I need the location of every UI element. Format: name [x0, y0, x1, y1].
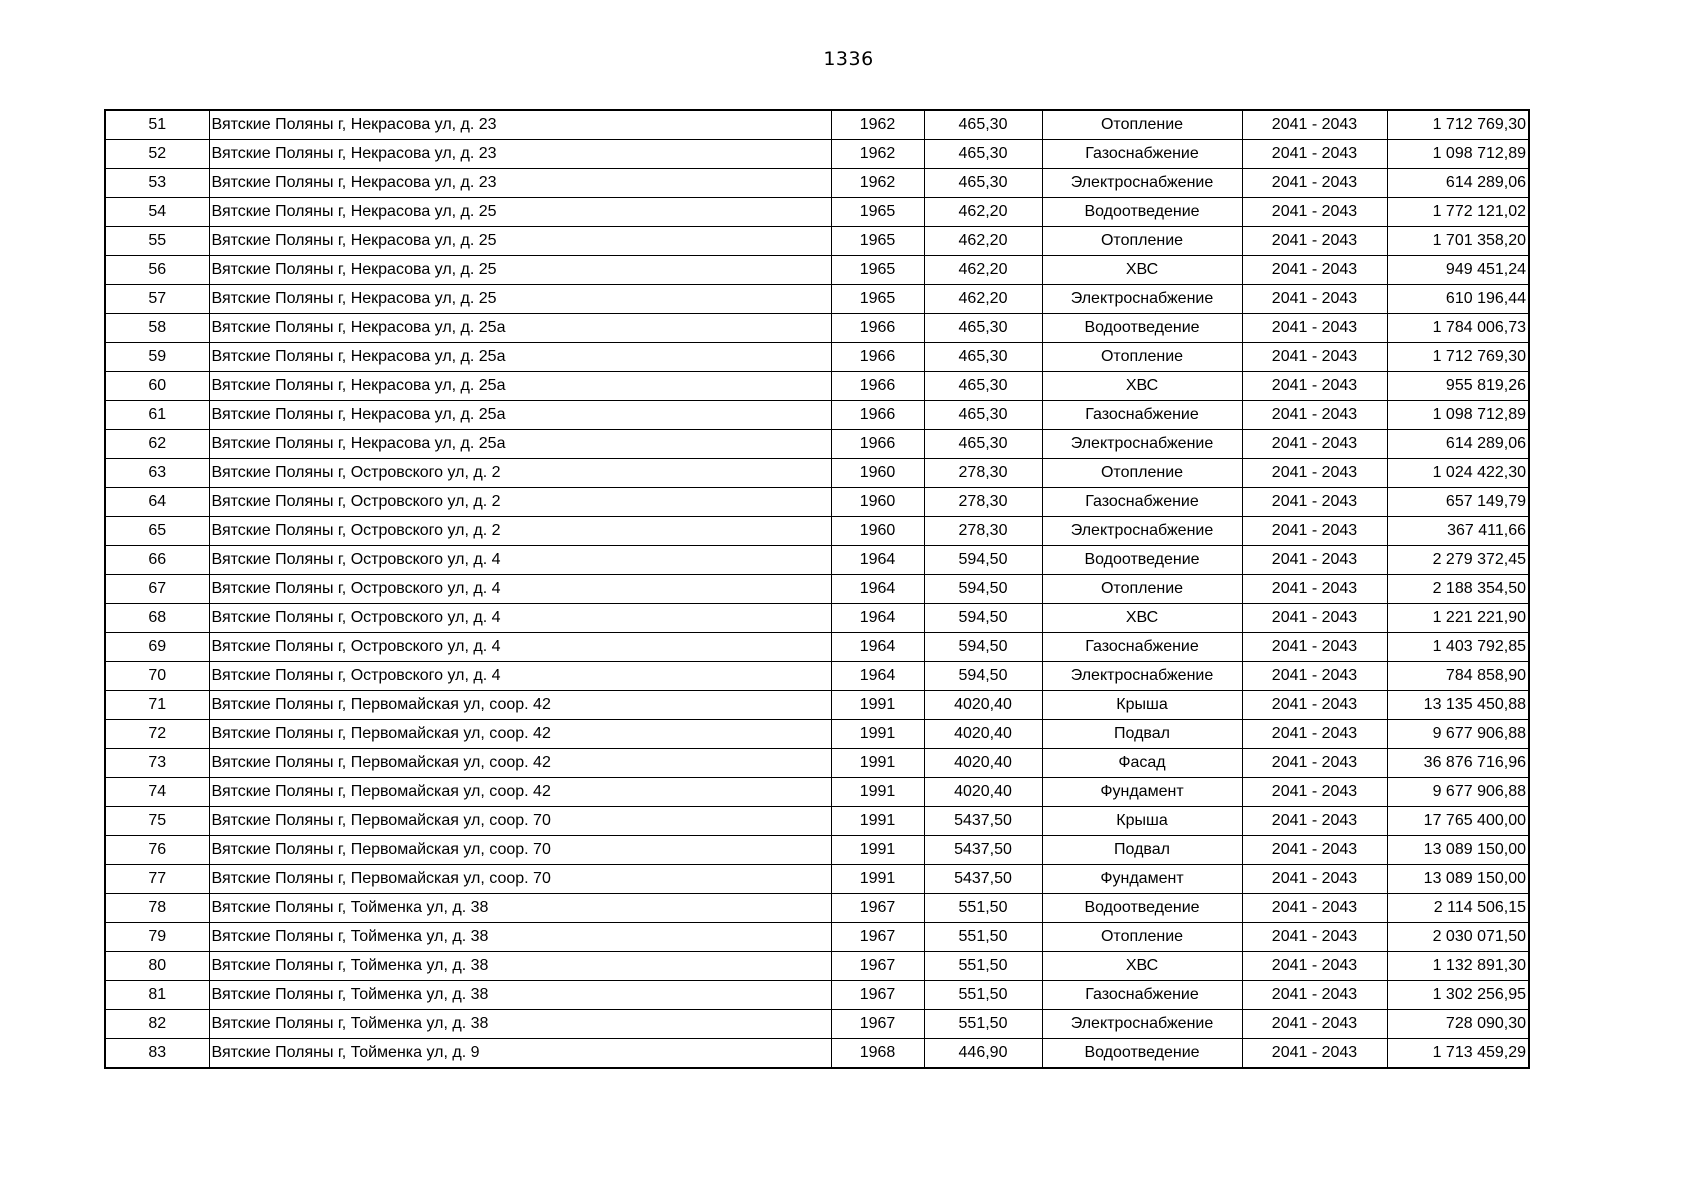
address-cell: Вятские Поляны г, Первомайская ул, соор. 70 — [209, 807, 831, 836]
address-cell: Вятские Поляны г, Первомайская ул, соор. 42 — [209, 778, 831, 807]
period-cell: 2041 - 2043 — [1242, 1010, 1387, 1039]
area-cell: 551,50 — [924, 894, 1042, 923]
address-cell: Вятские Поляны г, Тойменка ул, д. 38 — [209, 1010, 831, 1039]
table-row — [105, 198, 1529, 227]
row-number: 76 — [105, 836, 209, 865]
area-cell: 446,90 — [924, 1039, 1042, 1069]
period-cell: 2041 - 2043 — [1242, 256, 1387, 285]
year-built-cell: 1964 — [831, 546, 924, 575]
period-cell: 2041 - 2043 — [1242, 488, 1387, 517]
table-row — [105, 836, 1529, 865]
cost-cell: 1 403 792,85 — [1387, 633, 1529, 662]
year-built-cell: 1966 — [831, 430, 924, 459]
row-number: 51 — [105, 110, 209, 140]
address-cell: Вятские Поляны г, Тойменка ул, д. 38 — [209, 952, 831, 981]
area-cell: 462,20 — [924, 256, 1042, 285]
cost-cell: 614 289,06 — [1387, 169, 1529, 198]
table-row — [105, 372, 1529, 401]
period-cell: 2041 - 2043 — [1242, 343, 1387, 372]
work-type-cell: Электроснабжение — [1042, 517, 1242, 546]
work-type-cell: Фасад — [1042, 749, 1242, 778]
address-cell: Вятские Поляны г, Островского ул, д. 4 — [209, 604, 831, 633]
period-cell: 2041 - 2043 — [1242, 227, 1387, 256]
work-type-cell: Подвал — [1042, 720, 1242, 749]
area-cell: 278,30 — [924, 459, 1042, 488]
area-cell: 4020,40 — [924, 720, 1042, 749]
period-cell: 2041 - 2043 — [1242, 633, 1387, 662]
row-number: 71 — [105, 691, 209, 720]
row-number: 64 — [105, 488, 209, 517]
area-cell: 594,50 — [924, 662, 1042, 691]
row-number: 60 — [105, 372, 209, 401]
table-row — [105, 633, 1529, 662]
year-built-cell: 1965 — [831, 198, 924, 227]
row-number: 67 — [105, 575, 209, 604]
row-number: 80 — [105, 952, 209, 981]
work-type-cell: Отопление — [1042, 459, 1242, 488]
address-cell: Вятские Поляны г, Некрасова ул, д. 23 — [209, 110, 831, 140]
period-cell: 2041 - 2043 — [1242, 459, 1387, 488]
cost-cell: 1 772 121,02 — [1387, 198, 1529, 227]
area-cell: 5437,50 — [924, 807, 1042, 836]
area-cell: 465,30 — [924, 401, 1042, 430]
cost-cell: 728 090,30 — [1387, 1010, 1529, 1039]
table-row — [105, 575, 1529, 604]
address-cell: Вятские Поляны г, Некрасова ул, д. 23 — [209, 169, 831, 198]
cost-cell: 1 098 712,89 — [1387, 140, 1529, 169]
row-number: 77 — [105, 865, 209, 894]
area-cell: 462,20 — [924, 285, 1042, 314]
period-cell: 2041 - 2043 — [1242, 430, 1387, 459]
year-built-cell: 1967 — [831, 923, 924, 952]
year-built-cell: 1991 — [831, 749, 924, 778]
row-number: 75 — [105, 807, 209, 836]
area-cell: 462,20 — [924, 227, 1042, 256]
cost-cell: 1 701 358,20 — [1387, 227, 1529, 256]
table-row — [105, 894, 1529, 923]
table-row — [105, 923, 1529, 952]
period-cell: 2041 - 2043 — [1242, 372, 1387, 401]
address-cell: Вятские Поляны г, Тойменка ул, д. 38 — [209, 923, 831, 952]
cost-cell: 1 024 422,30 — [1387, 459, 1529, 488]
work-type-cell: Электроснабжение — [1042, 285, 1242, 314]
year-built-cell: 1962 — [831, 169, 924, 198]
row-number: 54 — [105, 198, 209, 227]
cost-cell: 9 677 906,88 — [1387, 720, 1529, 749]
cost-cell: 17 765 400,00 — [1387, 807, 1529, 836]
table-row — [105, 285, 1529, 314]
address-cell: Вятские Поляны г, Островского ул, д. 4 — [209, 633, 831, 662]
work-type-cell: ХВС — [1042, 604, 1242, 633]
cost-cell: 1 712 769,30 — [1387, 343, 1529, 372]
area-cell: 4020,40 — [924, 749, 1042, 778]
table-row — [105, 807, 1529, 836]
work-type-cell: ХВС — [1042, 256, 1242, 285]
area-cell: 465,30 — [924, 314, 1042, 343]
work-type-cell: Газоснабжение — [1042, 633, 1242, 662]
row-number: 69 — [105, 633, 209, 662]
area-cell: 594,50 — [924, 546, 1042, 575]
table-row — [105, 488, 1529, 517]
table-body — [105, 110, 1529, 1068]
address-cell: Вятские Поляны г, Островского ул, д. 2 — [209, 517, 831, 546]
row-number: 83 — [105, 1039, 209, 1069]
row-number: 63 — [105, 459, 209, 488]
address-cell: Вятские Поляны г, Тойменка ул, д. 38 — [209, 981, 831, 1010]
table-row — [105, 459, 1529, 488]
work-type-cell: Водоотведение — [1042, 198, 1242, 227]
period-cell: 2041 - 2043 — [1242, 314, 1387, 343]
area-cell: 5437,50 — [924, 865, 1042, 894]
year-built-cell: 1960 — [831, 517, 924, 546]
period-cell: 2041 - 2043 — [1242, 517, 1387, 546]
year-built-cell: 1964 — [831, 662, 924, 691]
period-cell: 2041 - 2043 — [1242, 110, 1387, 140]
work-type-cell: Электроснабжение — [1042, 1010, 1242, 1039]
row-number: 66 — [105, 546, 209, 575]
table-row — [105, 691, 1529, 720]
address-cell: Вятские Поляны г, Тойменка ул, д. 9 — [209, 1039, 831, 1069]
period-cell: 2041 - 2043 — [1242, 720, 1387, 749]
work-type-cell: Водоотведение — [1042, 314, 1242, 343]
area-cell: 5437,50 — [924, 836, 1042, 865]
work-type-cell: Фундамент — [1042, 865, 1242, 894]
row-number: 59 — [105, 343, 209, 372]
table-row — [105, 227, 1529, 256]
cost-cell: 1 098 712,89 — [1387, 401, 1529, 430]
period-cell: 2041 - 2043 — [1242, 981, 1387, 1010]
period-cell: 2041 - 2043 — [1242, 749, 1387, 778]
work-type-cell: Электроснабжение — [1042, 430, 1242, 459]
year-built-cell: 1966 — [831, 314, 924, 343]
period-cell: 2041 - 2043 — [1242, 140, 1387, 169]
area-cell: 4020,40 — [924, 778, 1042, 807]
row-number: 81 — [105, 981, 209, 1010]
cost-cell: 13 089 150,00 — [1387, 865, 1529, 894]
table-row — [105, 343, 1529, 372]
year-built-cell: 1991 — [831, 720, 924, 749]
period-cell: 2041 - 2043 — [1242, 952, 1387, 981]
table-row — [105, 140, 1529, 169]
cost-cell: 2 030 071,50 — [1387, 923, 1529, 952]
address-cell: Вятские Поляны г, Островского ул, д. 4 — [209, 575, 831, 604]
area-cell: 594,50 — [924, 633, 1042, 662]
work-type-cell: Газоснабжение — [1042, 140, 1242, 169]
row-number: 58 — [105, 314, 209, 343]
repair-schedule-table — [104, 109, 1530, 1069]
area-cell: 551,50 — [924, 923, 1042, 952]
table-row — [105, 952, 1529, 981]
work-type-cell: Отопление — [1042, 227, 1242, 256]
work-type-cell: Электроснабжение — [1042, 662, 1242, 691]
area-cell: 465,30 — [924, 372, 1042, 401]
period-cell: 2041 - 2043 — [1242, 169, 1387, 198]
address-cell: Вятские Поляны г, Первомайская ул, соор. 42 — [209, 749, 831, 778]
table-row — [105, 401, 1529, 430]
year-built-cell: 1991 — [831, 778, 924, 807]
cost-cell: 367 411,66 — [1387, 517, 1529, 546]
area-cell: 594,50 — [924, 604, 1042, 633]
row-number: 57 — [105, 285, 209, 314]
cost-cell: 2 188 354,50 — [1387, 575, 1529, 604]
address-cell: Вятские Поляны г, Островского ул, д. 4 — [209, 546, 831, 575]
area-cell: 551,50 — [924, 952, 1042, 981]
period-cell: 2041 - 2043 — [1242, 546, 1387, 575]
cost-cell: 949 451,24 — [1387, 256, 1529, 285]
period-cell: 2041 - 2043 — [1242, 807, 1387, 836]
year-built-cell: 1968 — [831, 1039, 924, 1069]
work-type-cell: Электроснабжение — [1042, 169, 1242, 198]
work-type-cell: ХВС — [1042, 952, 1242, 981]
address-cell: Вятские Поляны г, Первомайская ул, соор. 42 — [209, 691, 831, 720]
row-number: 70 — [105, 662, 209, 691]
year-built-cell: 1966 — [831, 401, 924, 430]
cost-cell: 1 712 769,30 — [1387, 110, 1529, 140]
table-row — [105, 981, 1529, 1010]
cost-cell: 614 289,06 — [1387, 430, 1529, 459]
work-type-cell: Отопление — [1042, 923, 1242, 952]
work-type-cell: Водоотведение — [1042, 1039, 1242, 1069]
table-row — [105, 720, 1529, 749]
period-cell: 2041 - 2043 — [1242, 662, 1387, 691]
period-cell: 2041 - 2043 — [1242, 894, 1387, 923]
period-cell: 2041 - 2043 — [1242, 575, 1387, 604]
address-cell: Вятские Поляны г, Некрасова ул, д. 25 — [209, 227, 831, 256]
cost-cell: 2 279 372,45 — [1387, 546, 1529, 575]
address-cell: Вятские Поляны г, Первомайская ул, соор. 70 — [209, 865, 831, 894]
table-row — [105, 517, 1529, 546]
address-cell: Вятские Поляны г, Некрасова ул, д. 25а — [209, 430, 831, 459]
cost-cell: 784 858,90 — [1387, 662, 1529, 691]
address-cell: Вятские Поляны г, Некрасова ул, д. 23 — [209, 140, 831, 169]
cost-cell: 2 114 506,15 — [1387, 894, 1529, 923]
year-built-cell: 1964 — [831, 604, 924, 633]
area-cell: 4020,40 — [924, 691, 1042, 720]
year-built-cell: 1962 — [831, 110, 924, 140]
year-built-cell: 1964 — [831, 633, 924, 662]
cost-cell: 36 876 716,96 — [1387, 749, 1529, 778]
row-number: 65 — [105, 517, 209, 546]
area-cell: 462,20 — [924, 198, 1042, 227]
period-cell: 2041 - 2043 — [1242, 401, 1387, 430]
period-cell: 2041 - 2043 — [1242, 285, 1387, 314]
year-built-cell: 1967 — [831, 1010, 924, 1039]
year-built-cell: 1965 — [831, 256, 924, 285]
address-cell: Вятские Поляны г, Некрасова ул, д. 25 — [209, 198, 831, 227]
cost-cell: 9 677 906,88 — [1387, 778, 1529, 807]
table-row — [105, 865, 1529, 894]
row-number: 56 — [105, 256, 209, 285]
address-cell: Вятские Поляны г, Тойменка ул, д. 38 — [209, 894, 831, 923]
period-cell: 2041 - 2043 — [1242, 1039, 1387, 1069]
work-type-cell: Газоснабжение — [1042, 981, 1242, 1010]
year-built-cell: 1991 — [831, 836, 924, 865]
cost-cell: 1 784 006,73 — [1387, 314, 1529, 343]
row-number: 79 — [105, 923, 209, 952]
work-type-cell: Водоотведение — [1042, 546, 1242, 575]
year-built-cell: 1991 — [831, 865, 924, 894]
table-row — [105, 314, 1529, 343]
area-cell: 551,50 — [924, 981, 1042, 1010]
cost-cell: 13 135 450,88 — [1387, 691, 1529, 720]
area-cell: 594,50 — [924, 575, 1042, 604]
table-row — [105, 430, 1529, 459]
cost-cell: 610 196,44 — [1387, 285, 1529, 314]
table-row — [105, 1039, 1529, 1069]
cost-cell: 13 089 150,00 — [1387, 836, 1529, 865]
year-built-cell: 1960 — [831, 459, 924, 488]
address-cell: Вятские Поляны г, Островского ул, д. 2 — [209, 459, 831, 488]
table-row — [105, 256, 1529, 285]
address-cell: Вятские Поляны г, Некрасова ул, д. 25а — [209, 314, 831, 343]
cost-cell: 657 149,79 — [1387, 488, 1529, 517]
address-cell: Вятские Поляны г, Первомайская ул, соор. 42 — [209, 720, 831, 749]
table-row — [105, 546, 1529, 575]
row-number: 52 — [105, 140, 209, 169]
table-row — [105, 662, 1529, 691]
row-number: 53 — [105, 169, 209, 198]
area-cell: 278,30 — [924, 488, 1042, 517]
year-built-cell: 1991 — [831, 691, 924, 720]
year-built-cell: 1967 — [831, 894, 924, 923]
period-cell: 2041 - 2043 — [1242, 691, 1387, 720]
area-cell: 278,30 — [924, 517, 1042, 546]
year-built-cell: 1966 — [831, 343, 924, 372]
year-built-cell: 1962 — [831, 140, 924, 169]
work-type-cell: Газоснабжение — [1042, 401, 1242, 430]
row-number: 82 — [105, 1010, 209, 1039]
work-type-cell: Отопление — [1042, 575, 1242, 604]
row-number: 55 — [105, 227, 209, 256]
address-cell: Вятские Поляны г, Островского ул, д. 2 — [209, 488, 831, 517]
cost-cell: 1 713 459,29 — [1387, 1039, 1529, 1069]
page-number: 1336 — [823, 48, 874, 70]
row-number: 68 — [105, 604, 209, 633]
area-cell: 551,50 — [924, 1010, 1042, 1039]
work-type-cell: Крыша — [1042, 807, 1242, 836]
year-built-cell: 1967 — [831, 952, 924, 981]
work-type-cell: Водоотведение — [1042, 894, 1242, 923]
period-cell: 2041 - 2043 — [1242, 198, 1387, 227]
period-cell: 2041 - 2043 — [1242, 836, 1387, 865]
table-row — [105, 1010, 1529, 1039]
period-cell: 2041 - 2043 — [1242, 865, 1387, 894]
work-type-cell: Отопление — [1042, 110, 1242, 140]
table-row — [105, 749, 1529, 778]
table-row — [105, 778, 1529, 807]
period-cell: 2041 - 2043 — [1242, 923, 1387, 952]
year-built-cell: 1965 — [831, 285, 924, 314]
address-cell: Вятские Поляны г, Первомайская ул, соор. 70 — [209, 836, 831, 865]
address-cell: Вятские Поляны г, Некрасова ул, д. 25 — [209, 285, 831, 314]
cost-cell: 955 819,26 — [1387, 372, 1529, 401]
area-cell: 465,30 — [924, 110, 1042, 140]
address-cell: Вятские Поляны г, Некрасова ул, д. 25а — [209, 401, 831, 430]
work-type-cell: ХВС — [1042, 372, 1242, 401]
row-number: 74 — [105, 778, 209, 807]
year-built-cell: 1966 — [831, 372, 924, 401]
work-type-cell: Газоснабжение — [1042, 488, 1242, 517]
work-type-cell: Крыша — [1042, 691, 1242, 720]
area-cell: 465,30 — [924, 430, 1042, 459]
area-cell: 465,30 — [924, 140, 1042, 169]
work-type-cell: Фундамент — [1042, 778, 1242, 807]
cost-cell: 1 132 891,30 — [1387, 952, 1529, 981]
row-number: 62 — [105, 430, 209, 459]
table-row — [105, 110, 1529, 140]
period-cell: 2041 - 2043 — [1242, 778, 1387, 807]
row-number: 61 — [105, 401, 209, 430]
cost-cell: 1 221 221,90 — [1387, 604, 1529, 633]
cost-cell: 1 302 256,95 — [1387, 981, 1529, 1010]
period-cell: 2041 - 2043 — [1242, 604, 1387, 633]
year-built-cell: 1967 — [831, 981, 924, 1010]
area-cell: 465,30 — [924, 343, 1042, 372]
year-built-cell: 1960 — [831, 488, 924, 517]
year-built-cell: 1991 — [831, 807, 924, 836]
year-built-cell: 1965 — [831, 227, 924, 256]
address-cell: Вятские Поляны г, Некрасова ул, д. 25а — [209, 343, 831, 372]
work-type-cell: Подвал — [1042, 836, 1242, 865]
table-row — [105, 169, 1529, 198]
address-cell: Вятские Поляны г, Некрасова ул, д. 25а — [209, 372, 831, 401]
row-number: 73 — [105, 749, 209, 778]
address-cell: Вятские Поляны г, Некрасова ул, д. 25 — [209, 256, 831, 285]
row-number: 78 — [105, 894, 209, 923]
address-cell: Вятские Поляны г, Островского ул, д. 4 — [209, 662, 831, 691]
table-row — [105, 604, 1529, 633]
area-cell: 465,30 — [924, 169, 1042, 198]
row-number: 72 — [105, 720, 209, 749]
year-built-cell: 1964 — [831, 575, 924, 604]
work-type-cell: Отопление — [1042, 343, 1242, 372]
